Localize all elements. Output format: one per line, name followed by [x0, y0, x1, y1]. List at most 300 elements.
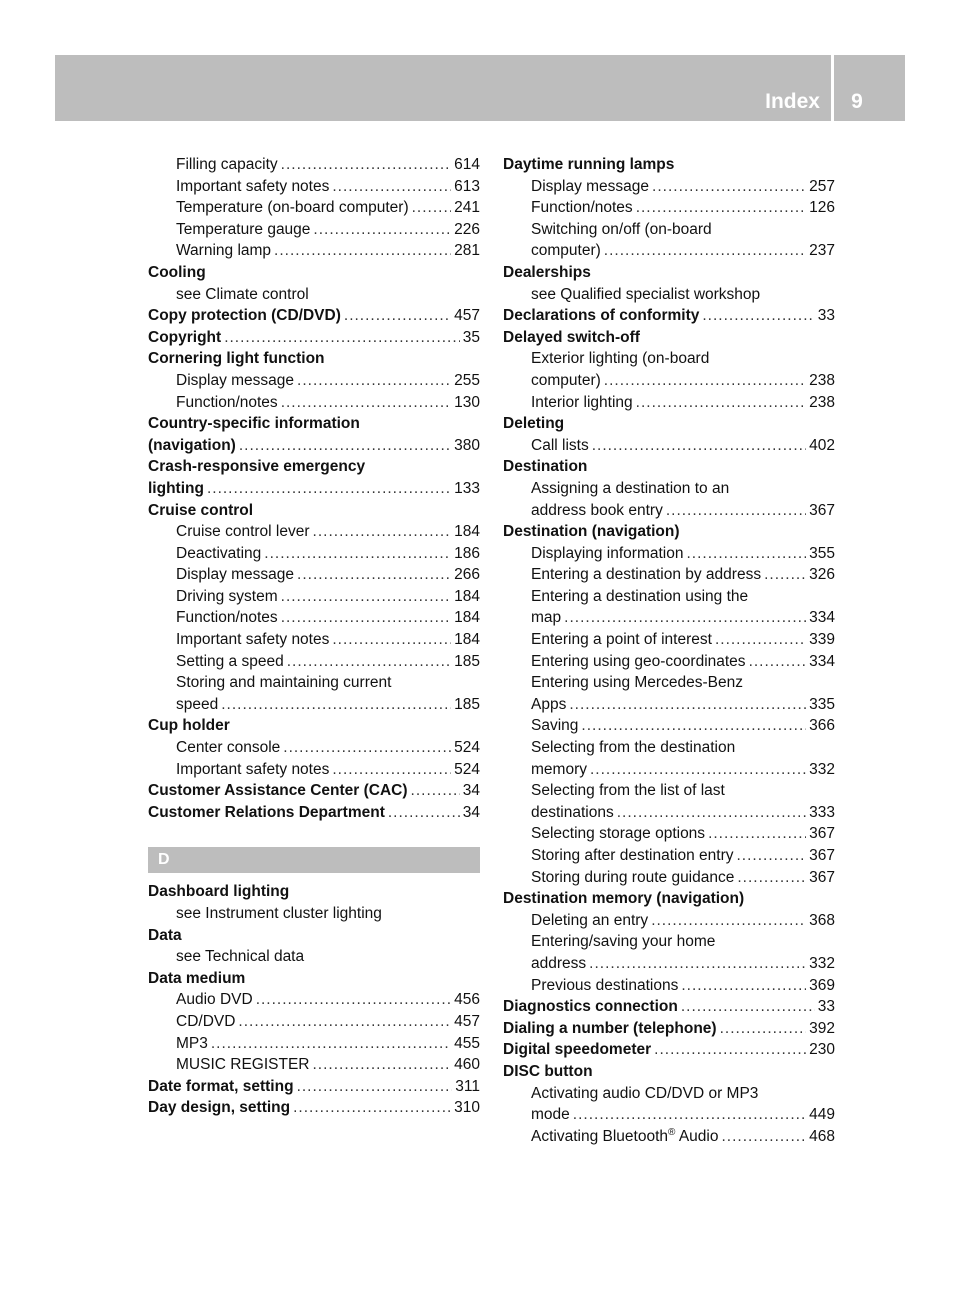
page-ref: 366 — [809, 717, 835, 735]
index-subentry — [503, 197, 835, 219]
entry-text: Dashboard lighting — [148, 883, 290, 901]
page-ref: 332 — [809, 954, 835, 972]
entry-text: MUSIC REGISTER — [176, 1056, 310, 1074]
dot-leader — [702, 305, 814, 327]
entry-text: Daytime running lamps — [503, 156, 675, 173]
section-letter-d: D — [148, 847, 480, 873]
page-ref: 455 — [454, 1034, 480, 1052]
entry-text: Center console — [176, 739, 281, 757]
dot-leader — [221, 694, 451, 716]
entry-text: Cup holder — [148, 717, 230, 735]
page-ref: 311 — [455, 1077, 480, 1095]
index-subentry — [148, 392, 480, 414]
index-subentry — [503, 845, 835, 867]
entry-text: Crash-responsive emergency — [148, 458, 366, 476]
index-subentry — [148, 154, 480, 176]
dot-leader — [749, 651, 807, 673]
entry-text: computer) — [531, 242, 601, 260]
page-ref: 266 — [454, 566, 480, 584]
index-list-c — [148, 154, 480, 823]
entry-text: Country-specific information — [148, 415, 360, 433]
dot-leader — [681, 975, 806, 997]
page-ref: 456 — [454, 991, 480, 1009]
entry-text: Cooling — [148, 263, 206, 281]
entry-text: Filling capacity — [176, 156, 278, 173]
entry-text: Temperature (on-board computer) — [176, 199, 409, 217]
page-ref: 367 — [809, 501, 835, 519]
dot-leader — [564, 607, 806, 629]
entry-text-part: Audio — [675, 1127, 719, 1145]
page-ref: 368 — [809, 911, 835, 929]
entry-text: Diagnostics connection — [503, 998, 678, 1016]
page-ref: 367 — [809, 847, 835, 864]
entry-text: Assigning a destination to an — [531, 479, 730, 497]
dot-leader — [569, 694, 806, 716]
index-subentry — [503, 219, 835, 241]
dot-leader — [211, 1033, 451, 1055]
entry-text: Date format, setting — [148, 1077, 294, 1095]
index-subentry — [503, 715, 835, 737]
index-entry — [148, 500, 480, 522]
index-entry — [503, 456, 835, 478]
index-entry — [148, 348, 480, 370]
page-ref: 184 — [454, 523, 480, 541]
entry-text: Setting a speed — [176, 652, 284, 670]
dot-leader — [313, 521, 452, 543]
dot-leader — [297, 370, 451, 392]
page-ref: 355 — [809, 544, 835, 562]
index-subentry — [503, 780, 835, 802]
page-ref: 524 — [454, 760, 480, 778]
page-ref: 226 — [454, 220, 480, 238]
entry-text: Entering/saving your home — [531, 933, 716, 951]
dot-leader — [589, 953, 806, 975]
dot-leader — [297, 1076, 453, 1098]
entry-text: Data — [148, 926, 182, 944]
page-ref: 392 — [809, 1019, 835, 1037]
index-subentry — [503, 240, 835, 262]
index-subentry — [503, 737, 835, 759]
entry-text: Important safety notes — [176, 631, 330, 649]
entry-text: Declarations of conformity — [503, 307, 700, 325]
entry-text: Digital speedometer — [503, 1041, 652, 1059]
page-ref: 332 — [809, 760, 835, 778]
entry-text: see Instrument cluster lighting — [176, 905, 382, 922]
page-ref: 230 — [809, 1041, 835, 1059]
index-entry — [503, 413, 835, 435]
entry-text: destinations — [531, 803, 614, 821]
dot-leader — [281, 607, 451, 629]
index-subentry — [503, 823, 835, 845]
entry-text: see Technical data — [176, 948, 305, 966]
page-ref: 335 — [809, 695, 835, 713]
dot-leader — [687, 543, 807, 565]
entry-text: Displaying information — [531, 544, 684, 562]
dot-leader — [281, 154, 451, 176]
dot-leader — [617, 802, 806, 824]
index-subentry — [503, 1104, 835, 1126]
dot-leader — [312, 1054, 451, 1076]
page-ref: 238 — [809, 371, 835, 389]
entry-text: Cruise control — [148, 501, 254, 519]
page-ref: 369 — [809, 976, 835, 994]
page-ref: 457 — [454, 307, 480, 325]
dot-leader — [636, 197, 806, 219]
dot-leader — [332, 176, 451, 198]
index-subentry — [503, 1083, 835, 1105]
page-ref: 449 — [809, 1106, 835, 1124]
index-subentry — [503, 435, 835, 457]
index-subentry — [148, 240, 480, 262]
entry-text: Switching on/off (on-board — [531, 220, 712, 238]
page-ref: 460 — [454, 1056, 480, 1074]
entry-text: Display message — [176, 371, 295, 389]
index-subentry — [148, 629, 480, 651]
dot-leader — [239, 435, 451, 457]
dot-leader — [764, 564, 806, 586]
page-ref: 310 — [454, 1099, 480, 1117]
dot-leader — [283, 737, 451, 759]
entry-text: (navigation) — [148, 436, 236, 454]
index-entry — [148, 968, 480, 990]
entry-text: Function/notes — [176, 393, 278, 411]
entry-text: map — [531, 609, 562, 627]
dot-leader — [666, 500, 806, 522]
entry-text: Display message — [176, 566, 295, 584]
index-list-d — [148, 881, 480, 1119]
entry-text: Display message — [531, 177, 650, 195]
dot-leader — [412, 197, 452, 219]
entry-text: Cruise control lever — [176, 523, 310, 541]
index-subentry — [148, 607, 480, 629]
index-subentry — [503, 1126, 835, 1148]
entry-text: Day design, setting — [148, 1099, 291, 1117]
dot-leader — [573, 1104, 806, 1126]
page-ref: 33 — [817, 998, 835, 1016]
entry-text: Delayed switch-off — [503, 328, 640, 346]
entry-text: memory — [531, 760, 587, 778]
entry-text: Cornering light function — [148, 350, 325, 368]
index-subentry — [503, 392, 835, 414]
entry-text: Entering a destination using the — [531, 587, 749, 605]
dot-leader — [281, 392, 451, 414]
index-subentry — [503, 953, 835, 975]
dot-leader — [224, 327, 460, 349]
dot-leader — [411, 780, 460, 802]
index-entry — [148, 881, 480, 903]
page-ref: 326 — [809, 566, 835, 584]
dot-leader — [604, 240, 806, 262]
page-ref: 185 — [454, 652, 480, 670]
index-list-d-continued — [503, 154, 835, 1147]
page-ref: 186 — [454, 544, 480, 562]
index-subentry — [503, 694, 835, 716]
entry-text: Destination (navigation) — [503, 523, 680, 541]
entry-text: Storing after destination entry — [531, 847, 734, 864]
index-subentry — [503, 478, 835, 500]
entry-text: CD/DVD — [176, 1012, 236, 1030]
page-ref: 34 — [462, 803, 480, 821]
index-subentry — [503, 867, 835, 889]
entry-text: Dialing a number (telephone) — [503, 1019, 717, 1037]
index-entry — [148, 456, 480, 478]
entry-text: Customer Assistance Center (CAC) — [148, 782, 408, 800]
index-subentry — [503, 651, 835, 673]
dot-leader — [604, 370, 806, 392]
index-entry — [503, 327, 835, 349]
dot-leader — [344, 305, 451, 327]
index-subentry — [148, 1033, 480, 1055]
page-ref: 130 — [454, 393, 480, 411]
entry-text: Call lists — [531, 436, 589, 454]
index-entry — [148, 780, 480, 802]
index-entry — [148, 262, 480, 284]
dot-leader — [590, 759, 806, 781]
index-entry — [148, 802, 480, 824]
index-entry — [503, 305, 835, 327]
dot-leader — [332, 629, 451, 651]
entry-text: Important safety notes — [176, 177, 330, 195]
index-subentry — [148, 219, 480, 241]
index-entry — [503, 996, 835, 1018]
page-ref: 333 — [809, 803, 835, 821]
entry-text: Customer Relations Department — [148, 803, 385, 821]
dot-leader — [715, 629, 806, 651]
index-entry — [148, 413, 480, 435]
dot-leader — [654, 1039, 806, 1061]
index-subentry — [148, 586, 480, 608]
index-subentry — [503, 931, 835, 953]
dot-leader — [264, 543, 451, 565]
entry-text: Important safety notes — [176, 760, 330, 778]
index-subentry — [503, 975, 835, 997]
index-subentry — [503, 759, 835, 781]
dot-leader — [281, 586, 451, 608]
entry-text: address — [531, 954, 587, 972]
page-ref: 35 — [462, 328, 480, 346]
index-entry — [148, 715, 480, 737]
entry-text: Copy protection (CD/DVD) — [148, 307, 341, 325]
entry-text: Entering a destination by address — [531, 566, 762, 584]
page-title: Index — [765, 90, 820, 113]
entry-text: Selecting from the destination — [531, 739, 736, 757]
index-subentry — [148, 672, 480, 694]
page-ref: 334 — [809, 609, 835, 627]
page-ref: 184 — [454, 587, 480, 605]
index-subentry — [148, 521, 480, 543]
entry-text: address book entry — [531, 501, 663, 519]
index-subentry — [503, 910, 835, 932]
index-subentry — [503, 629, 835, 651]
index-subentry — [148, 651, 480, 673]
dot-leader — [636, 392, 806, 414]
index-entry — [148, 1097, 480, 1119]
entry-text-part: Activating Bluetooth — [531, 1127, 669, 1145]
dot-leader — [287, 651, 451, 673]
entry-text: Function/notes — [176, 609, 278, 627]
dot-leader — [581, 715, 806, 737]
index-subentry — [503, 370, 835, 392]
left-column — [148, 154, 480, 1119]
index-entry — [148, 305, 480, 327]
page-ref: 524 — [454, 739, 480, 757]
entry-text: Deleting — [503, 415, 565, 433]
entry-text: Deleting an entry — [531, 911, 649, 929]
dot-leader — [274, 240, 451, 262]
index-entry — [148, 435, 480, 457]
index-subentry — [503, 564, 835, 586]
page-ref: 613 — [454, 177, 480, 195]
page-ref: 241 — [454, 199, 480, 217]
entry-text: computer) — [531, 371, 601, 389]
entry-text: Temperature gauge — [176, 220, 311, 238]
page-ref: 184 — [454, 631, 480, 649]
index-entry — [503, 154, 835, 176]
entry-text: Selecting from the list of last — [531, 782, 725, 800]
entry-text: MP3 — [176, 1034, 208, 1052]
page-ref: 34 — [462, 782, 480, 800]
index-subentry — [503, 607, 835, 629]
page-ref: 614 — [454, 156, 480, 173]
dot-leader — [592, 435, 806, 457]
index-entry — [148, 925, 480, 947]
dot-leader — [332, 759, 451, 781]
entry-text: Function/notes — [531, 199, 633, 217]
entry-text: see Qualified specialist workshop — [531, 285, 761, 303]
dot-leader — [681, 996, 815, 1018]
page-ref: 334 — [809, 652, 835, 670]
index-subentry — [148, 543, 480, 565]
page-ref: 339 — [809, 631, 835, 649]
index-subentry — [148, 946, 480, 968]
index-subentry — [148, 284, 480, 306]
page-ref: 457 — [454, 1012, 480, 1030]
index-entry — [503, 1039, 835, 1061]
dot-leader — [293, 1097, 451, 1119]
dot-leader — [388, 802, 460, 824]
index-subentry — [148, 370, 480, 392]
entry-text: Destination memory (navigation) — [503, 890, 745, 908]
entry-text: Deactivating — [176, 544, 262, 562]
dot-leader — [722, 1126, 807, 1148]
index-subentry — [503, 500, 835, 522]
index-entry — [148, 327, 480, 349]
index-subentry — [148, 737, 480, 759]
index-subentry — [148, 694, 480, 716]
entry-text: Selecting storage options — [531, 825, 706, 843]
entry-text: Previous destinations — [531, 976, 679, 994]
registered-mark: ® — [668, 1126, 676, 1138]
dot-leader — [708, 823, 806, 845]
index-entry — [148, 1076, 480, 1098]
dot-leader — [238, 1011, 451, 1033]
page-ref: 126 — [809, 199, 835, 217]
dot-leader — [652, 176, 806, 198]
entry-text: Dealerships — [503, 263, 591, 281]
index-subentry — [148, 989, 480, 1011]
index-entry — [503, 888, 835, 910]
index-subentry — [503, 176, 835, 198]
dot-leader — [297, 564, 451, 586]
index-subentry — [503, 348, 835, 370]
entry-text — [531, 1126, 719, 1148]
dot-leader — [736, 845, 806, 867]
entry-text: Apps — [531, 695, 567, 713]
page-ref: 367 — [809, 868, 835, 886]
index-subentry — [148, 1011, 480, 1033]
entry-text: see Climate control — [176, 285, 309, 303]
index-subentry — [503, 672, 835, 694]
page-ref: 133 — [454, 479, 480, 497]
page-ref: 33 — [817, 307, 835, 325]
index-entry — [503, 262, 835, 284]
page-ref: 184 — [454, 609, 480, 627]
right-column — [503, 154, 835, 1147]
page-ref: 367 — [809, 825, 835, 843]
entry-text: Audio DVD — [176, 991, 253, 1009]
entry-text: Warning lamp — [176, 242, 272, 260]
index-subentry — [148, 759, 480, 781]
entry-text: Exterior lighting (on-board — [531, 350, 710, 368]
index-entry — [148, 478, 480, 500]
dot-leader — [651, 910, 806, 932]
page-number: 9 — [851, 90, 863, 113]
index-subentry — [148, 903, 480, 925]
index-subentry — [148, 197, 480, 219]
page-ref: 380 — [454, 436, 480, 454]
entry-text: Destination — [503, 458, 588, 476]
entry-text: Data medium — [148, 969, 246, 987]
entry-text: Storing during route guidance — [531, 868, 735, 886]
page-ref: 257 — [809, 177, 835, 195]
dot-leader — [256, 989, 451, 1011]
index-subentry — [503, 284, 835, 306]
entry-text: speed — [176, 695, 219, 713]
entry-text: lighting — [148, 479, 204, 497]
entry-text: Copyright — [148, 328, 222, 346]
dot-leader — [313, 219, 451, 241]
index-subentry — [148, 1054, 480, 1076]
entry-text: Storing and maintaining current — [176, 674, 392, 692]
index-subentry — [148, 176, 480, 198]
entry-text: Entering a point of interest — [531, 631, 712, 649]
index-subentry — [148, 564, 480, 586]
index-entry — [503, 1018, 835, 1040]
dot-leader — [720, 1018, 807, 1040]
dot-leader — [737, 867, 806, 889]
page-ref: 468 — [809, 1127, 835, 1145]
index-subentry — [503, 543, 835, 565]
entry-text: Interior lighting — [531, 393, 633, 411]
page-ref: 255 — [454, 371, 480, 389]
page-ref: 281 — [454, 242, 480, 260]
page-ref: 402 — [809, 436, 835, 454]
index-entry — [503, 521, 835, 543]
dot-leader — [207, 478, 451, 500]
index-entry — [503, 1061, 835, 1083]
entry-text: Activating audio CD/DVD or MP3 — [531, 1084, 759, 1102]
page-ref: 237 — [809, 242, 835, 260]
entry-text: Entering using Mercedes-Benz — [531, 674, 743, 692]
entry-text: DISC button — [503, 1062, 593, 1080]
page-ref: 185 — [454, 695, 480, 713]
index-subentry — [503, 802, 835, 824]
page-ref: 238 — [809, 393, 835, 411]
index-subentry — [503, 586, 835, 608]
entry-text: Saving — [531, 717, 579, 735]
entry-text: Driving system — [176, 587, 278, 605]
entry-text: Entering using geo-coordinates — [531, 652, 746, 670]
